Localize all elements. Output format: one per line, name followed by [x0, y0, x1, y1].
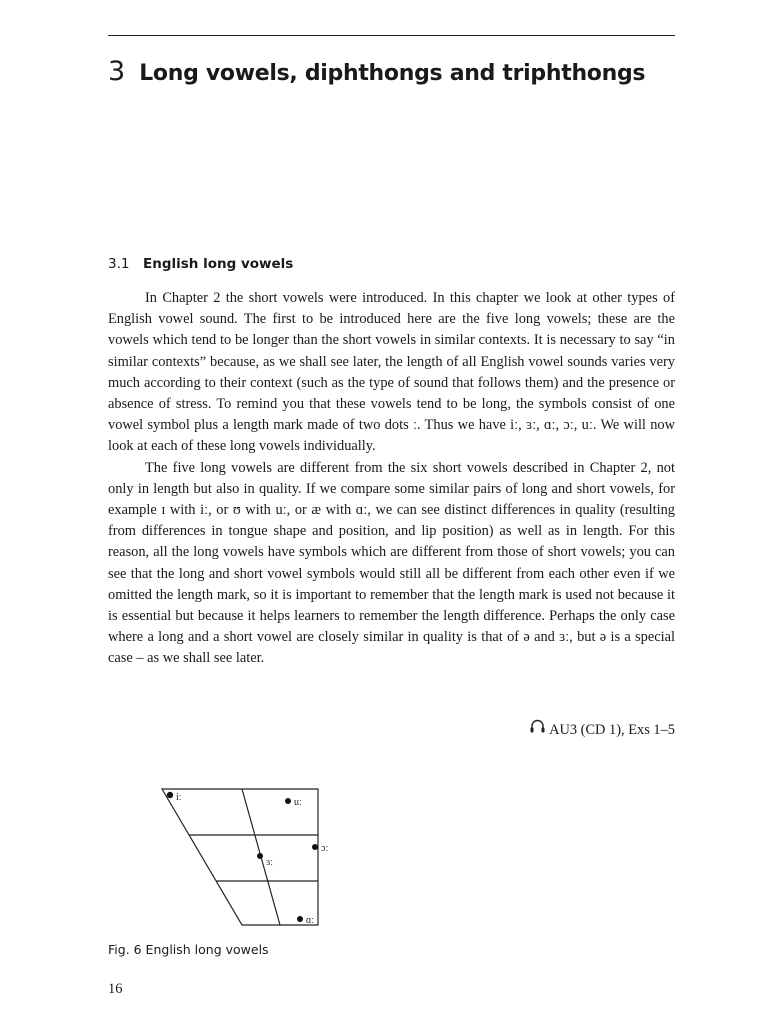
figure-caption: Fig. 6 English long vowels [108, 942, 269, 957]
vowel-label-a: ɑː [306, 915, 315, 926]
audio-reference [529, 718, 675, 739]
chapter-heading [108, 56, 645, 87]
vowel-label-o: ɔː [321, 843, 329, 854]
vowel-quadrilateral [160, 785, 340, 935]
vowel-label-e: ɜː [266, 857, 273, 868]
section-heading [108, 256, 293, 272]
quadrilateral-outline [162, 789, 318, 925]
audio-reference-text: AU3 (CD 1), Exs 1–5 [549, 722, 675, 738]
headphones-icon [529, 718, 546, 739]
body-text [108, 288, 675, 670]
paragraph: In Chapter 2 the short vowels were introduced. In this chapter we look at other types of English vowel sound. The first to be introduced here are the five long vowels; these are the vowels which tend to be longer than the short vowels in similar contexts. It is necessary to say “in similar contexts” because, as we shall see later, the length of all English vowel sounds varies very much according to their context (such as the type of sound that follows them) and the presence or absence of stress. To remind you that these vowels tend to be long, the symbols consist of one vowel symbol plus a length mark made of two dots ː. Thus we have iː, ɜː, ɑː, ɔː, uː. We will now look at each of these long vowels individually. [108, 290, 675, 455]
page-number: 16 [108, 981, 123, 997]
chapter-number: 3 [108, 56, 126, 87]
vowel-label-u: uː [294, 797, 302, 808]
header-rule [108, 35, 675, 36]
chapter-title: Long vowels, diphthongs and triphthongs [139, 61, 646, 86]
section-title: English long vowels [143, 256, 294, 272]
section-number: 3.1 [108, 256, 130, 272]
vowel-label-i: iː [176, 792, 182, 803]
paragraph: The five long vowels are different from the six short vowels described in Chapter 2, not only in length but also in quality. If we compare some similar pairs of long and short vowels, for example ɪ with iː, or ʊ with uː, or æ with ɑː, we can see distinct differences in quality (resulting from differences in tongue shape and position, and lip position) as well as in length. For this reason, all the long vowels have symbols which are different from those of short vowels; you can see that the long and short vowel symbols would still all be different from each other even if we omitted the length mark, so it is important to remember that the length mark is used not because it is essential but because it helps learners to remember the length difference. Perhaps the only case where a long and a short vowel are closely similar in quality is that of ə and ɜː, but ə is a special case – as we shall see later. [108, 459, 675, 667]
